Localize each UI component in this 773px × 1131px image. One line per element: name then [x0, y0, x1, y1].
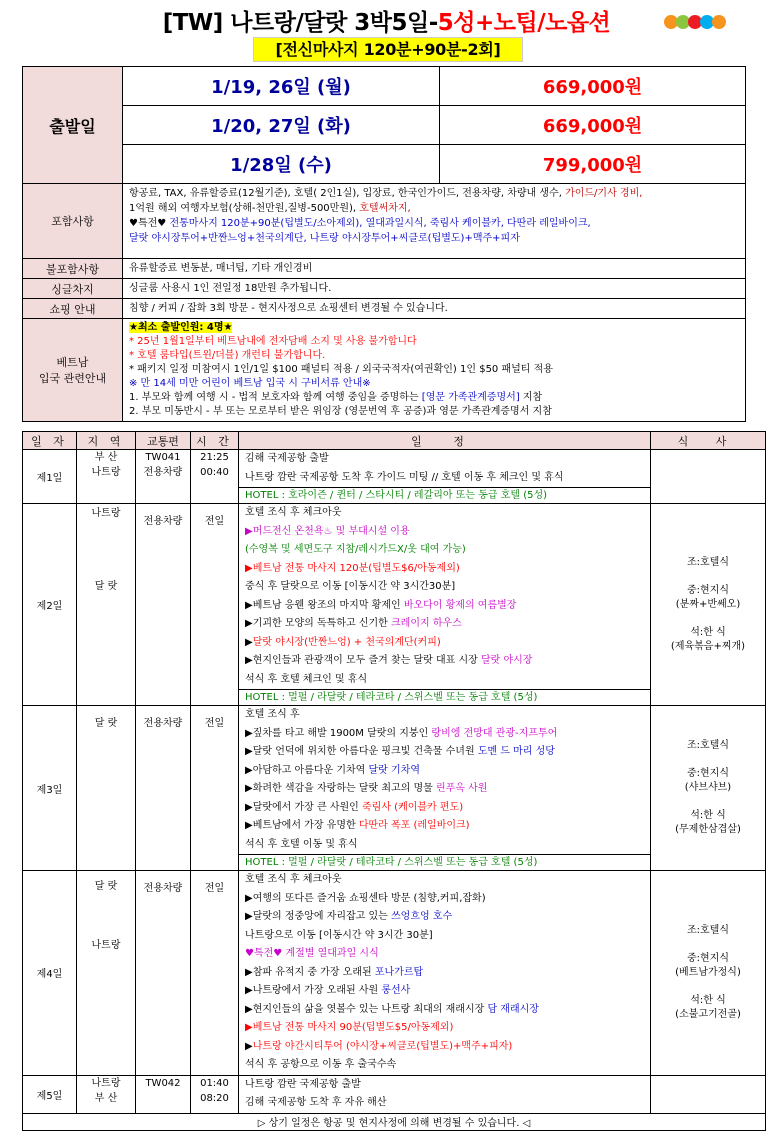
day-row [23, 1075, 766, 1113]
time: 전일 [191, 706, 239, 871]
excludes-row [23, 259, 746, 279]
title-highlight: 5성+노팁/노옵션 [437, 10, 611, 36]
time: 전일 [191, 504, 239, 706]
day-row [23, 871, 766, 1076]
page-subtitle: [전신마사지 120분+90분-2회] [253, 37, 523, 62]
single-text: 싱글룸 사용시 1인 전일정 18만원 추가됩니다. [123, 279, 746, 299]
meal [651, 1075, 766, 1113]
col-header: 지 역 [77, 432, 136, 450]
col-header: 일 정 [239, 432, 651, 450]
day-label: 제3일 [23, 706, 77, 871]
meal: 조:호텔식 중:현지식 (샤브샤브) 석:한 식 (무제한삼겹살) [651, 706, 766, 871]
day-label: 제2일 [23, 504, 77, 706]
entry-row [23, 319, 746, 422]
transport: 전용차량 [136, 871, 191, 1076]
hotel-info: HOTEL : 멀펄 / 라달랏 / 테라코타 / 스위스벨 또는 동급 호텔 (5성) [239, 689, 650, 705]
departure-row [23, 145, 746, 184]
departure-price: 799,000원 [440, 145, 746, 184]
col-header: 시 간 [191, 432, 239, 450]
includes-row [23, 184, 746, 259]
meal: 조:호텔식 중:현지식 (베트남가정식) 석:한 식 (소불고기전골) [651, 871, 766, 1076]
schedule: 김해 국제공항 출발 나트랑 깜란 국제공항 도착 후 가이드 미팅 // 호텔 이동 후 체크인 및 휴식 HOTEL : 호라이즌 / 퀸터 / 스타시티 / 레갈리아 또는 동급 호텔 (5성) [239, 450, 651, 504]
region: 달 랏 나트랑 [77, 871, 136, 1076]
departure-price: 669,000원 [440, 106, 746, 145]
transport: TW041 전용차량 [136, 450, 191, 504]
departure-label: 출발일 [23, 67, 123, 184]
excludes-text: 유류할증료 변동분, 매너팁, 기타 개인경비 [123, 259, 746, 279]
shopping-text: 침향 / 커피 / 잡화 3회 방문 - 현지사정으로 쇼핑센터 변경될 수 있습니다. [123, 299, 746, 319]
single-label: 싱글차지 [23, 279, 123, 299]
meal: 조:호텔식 중:현지식 (분짜+반쎄오) 석:한 식 (제육볶음+찌개) [651, 504, 766, 706]
time: 01:40 08:20 [191, 1075, 239, 1113]
header [0, 0, 773, 66]
includes-text: 항공료, TAX, 유류할증료(12월기준), 호텔( 2인1실), 입장료, 한국인가이드, 전용차량, 차량내 생수, 가이드/기사 경비, 1억원 해외 여행자보험(상해-천만원,질병-500만원), 호텔써차지, ♥특전♥ 전통마사지 120분+90분(팁별도/소아제외), 열대과일시식, 죽림사 케이블카, 다딴라 레일바이크, 달랏 야시장투어+반짠느엉+천국의계단, 나트랑 야시장투어+씨클로(팁별도)+맥주+피자 [123, 184, 746, 259]
itinerary-table [22, 431, 766, 1131]
transport: TW042 [136, 1075, 191, 1113]
brand-logo [663, 10, 727, 34]
footer-row [23, 1113, 766, 1130]
region: 달 랏 [77, 706, 136, 871]
day-label: 제1일 [23, 450, 77, 504]
departure-date: 1/19, 26일 (월) [123, 67, 440, 106]
meal [651, 450, 766, 504]
region: 나트랑 부 산 [77, 1075, 136, 1113]
day-row [23, 706, 766, 871]
departure-row [23, 106, 746, 145]
footer-note: ▷ 상기 일정은 항공 및 현지사정에 의해 변경될 수 있습니다. ◁ [23, 1113, 766, 1130]
entry-label: 베트남 입국 관련안내 [23, 319, 123, 422]
excludes-label: 불포함사항 [23, 259, 123, 279]
col-header: 식 사 [651, 432, 766, 450]
info-table [22, 66, 746, 422]
single-row [23, 279, 746, 299]
schedule: 호텔 조식 후 ▶짚차를 타고 해발 1900M 달랏의 지붕인 랑비엥 전망대 관광-지프투어 ▶달랏 언덕에 위치한 아름다운 핑크빛 건축물 수녀원 도멘 드 마리 성당 ▶아담하고 아름다운 기차역 달랏 기차역 ▶화려한 색감을 자랑하는 달랏 최고의 명물 린푸옥 사원 ▶달랏에서 가장 큰 사원인 죽림사 (케이블카 편도) ▶베트남에서 가장 유명한 다딴라 폭포 (레일바이크) 석식 후 호텔 이동 및 휴식 HOTEL : 멀펄 / 라달랏 / 테라코타 / 스위스벨 또는 동급 호텔 (5성) [239, 706, 651, 871]
min-people-badge: ★최소 출발인원: 4명★ [129, 322, 233, 333]
departure-price: 669,000원 [440, 67, 746, 106]
region: 부 산 나트랑 [77, 450, 136, 504]
col-header: 일 자 [23, 432, 77, 450]
day-label: 제5일 [23, 1075, 77, 1113]
includes-label: 포함사항 [23, 184, 123, 259]
logo-icon [663, 10, 727, 34]
shopping-label: 쇼핑 안내 [23, 299, 123, 319]
region: 나트랑 달 랏 [77, 504, 136, 706]
page-title: [TW] 나트랑/달랏 3박5일-5성+노팁/노옵션 [162, 10, 611, 36]
day-row [23, 504, 766, 706]
time: 전일 [191, 871, 239, 1076]
hotel-info: HOTEL : 호라이즌 / 퀸터 / 스타시티 / 레갈리아 또는 동급 호텔 (5성) [239, 487, 650, 503]
transport: 전용차량 [136, 504, 191, 706]
departure-date: 1/28일 (수) [123, 145, 440, 184]
transport: 전용차량 [136, 706, 191, 871]
schedule: 호텔 조식 후 체크아웃 ▶머드전신 온천욕♨ 및 부대시설 이용 (수영복 및 세면도구 지참/레시가드X/옷 대여 가능) ▶베트남 전통 마사지 120분(팁별도$6/아동제외) 중식 후 달랏으로 이동 [이동시간 약 3시간30분] ▶베트남 응웬 왕조의 마지막 황제인 바오다이 황제의 여름별장 ▶기괴한 모양의 독특하고 신기한 크레이지 하우스 ▶달랏 야시장(반짠느엉) + 천국의계단(커피) ▶현지인들과 관광객이 모두 즐겨 찾는 달랏 대표 시장 달랏 야시장 석식 후 호텔 체크인 및 휴식 HOTEL : 멀펄 / 라달랏 / 테라코타 / 스위스벨 또는 동급 호텔 (5성) [239, 504, 651, 706]
day-row [23, 450, 766, 504]
hotel-info: HOTEL : 멀펄 / 라달랏 / 테라코타 / 스위스벨 또는 동급 호텔 (5성) [239, 854, 650, 870]
departure-row [23, 67, 746, 106]
col-header: 교통편 [136, 432, 191, 450]
departure-date: 1/20, 27일 (화) [123, 106, 440, 145]
schedule: 나트랑 깜란 국제공항 출발 김해 국제공항 도착 후 자유 해산 [239, 1075, 651, 1113]
entry-text: ★최소 출발인원: 4명★ * 25년 1월1일부터 베트남내에 전자담배 소지 및 사용 불가합니다 * 호텔 룸타입(트윈/더블) 개런티 불가합니다. * 패키지 일정 미참여시 1인/1일 $100 패널티 적용 / 외국국적자(여권확인) 1인 $50 패널티 적용 ※ 만 14세 미만 어린이 베트남 입국 시 구비서류 안내※ 1. 부모와 함께 여행 시 - 법적 보호자와 함께 여행 중임을 증명하는 [영문 가족관계증명서] 지참 2. 부모 미동반시 - 부 또는 모로부터 받은 위임장 (영문번역 후 공증)과 영문 가족관계증명서 지참 [123, 319, 746, 422]
time: 21:25 00:40 [191, 450, 239, 504]
schedule: 호텔 조식 후 체크아웃 ▶여행의 또다른 즐거움 쇼핑센타 방문 (침향,커피,잡화) ▶달랏의 정중앙에 자리잡고 있는 쓰엉흐엉 호수 나트랑으로 이동 [이동시간 약 3시간 30분] ♥특전♥ 계절별 열대과일 시식 ▶참파 유적지 중 가장 오래된 포나가르탑 ▶나트랑에서 가장 오래된 사원 롱선사 ▶현지인들의 삶을 엿볼수 있는 나트랑 최대의 재래시장 담 재래시장 ▶베트남 전통 마사지 90분(팁별도$5/아동제외) ▶나트랑 야간시티투어 (야시장+씨클로(팁별도)+맥주+피자) 석식 후 공항으로 이동 후 출국수속 [239, 871, 651, 1076]
shopping-row [23, 299, 746, 319]
day-label: 제4일 [23, 871, 77, 1076]
itinerary-header [23, 432, 766, 450]
